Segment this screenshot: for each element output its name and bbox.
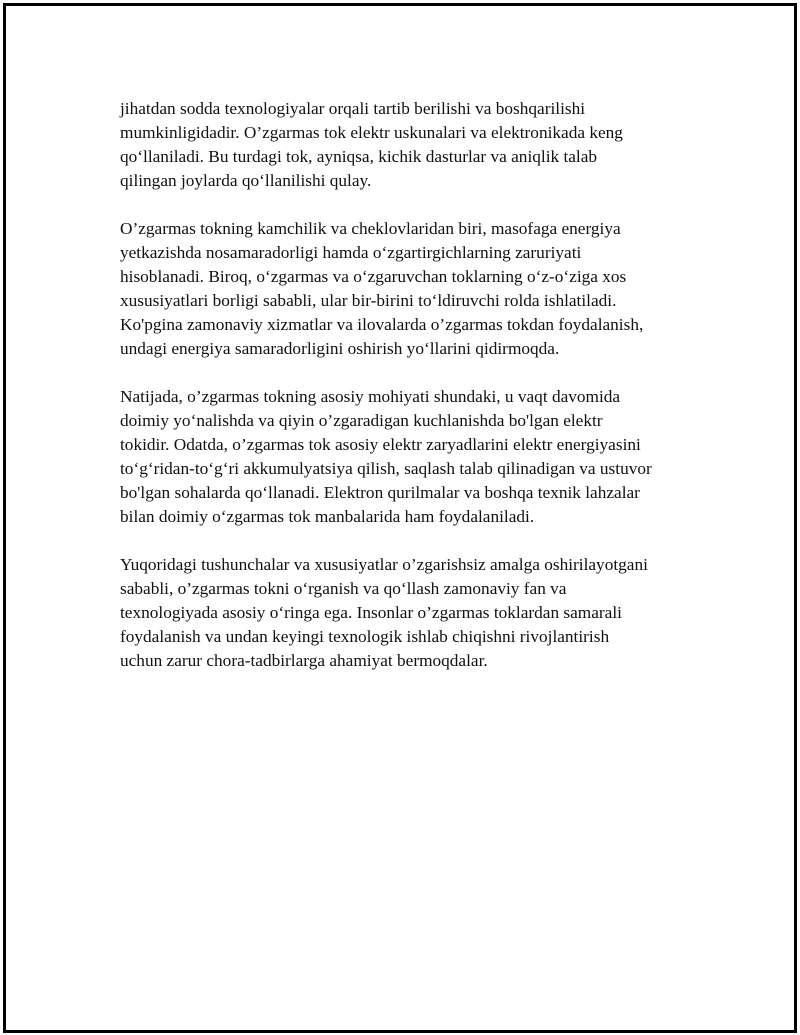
text-line: qo‘llaniladi. Bu turdagi tok, ayniqsa, kichik dasturlar va aniqlik talab [120, 147, 598, 166]
text-line: tokidir. Odatda, o’zgarmas tok asosiy elektr zaryadlarini elektr energiyasini [120, 435, 641, 454]
page-frame [3, 3, 797, 1033]
text-line: yetkazishda nosamaradorligi hamda o‘zgartirgichlarning zaruriyati [120, 243, 582, 262]
text-line: doimiy yo‘nalishda va qiyin o’zgaradigan kuchlanishda bo'lgan elektr [120, 411, 603, 430]
text-line: to‘g‘ridan-to‘g‘ri akkumulyatsiya qilish, saqlash talab qilinadigan va ustuvor [120, 459, 652, 478]
document-body [120, 97, 700, 697]
text-line: texnologiyada asosiy o‘ringa ega. Insonlar o’zgarmas toklardan samarali [120, 603, 622, 622]
paragraph-1 [120, 97, 700, 193]
text-line: sababli, o’zgarmas tokni o‘rganish va qo‘llash zamonaviy fan va [120, 579, 567, 598]
paragraph-3 [120, 385, 700, 529]
text-line: bo'lgan sohalarda qo‘llanadi. Elektron qurilmalar va boshqa texnik lahzalar [120, 483, 640, 502]
text-line: undagi energiya samaradorligini oshirish yo‘llarini qidirmoqda. [120, 339, 560, 358]
text-line: O’zgarmas tokning kamchilik va cheklovlaridan biri, masofaga energiya [120, 219, 621, 238]
text-line: uchun zarur chora-tadbirlarga ahamiyat bermoqdalar. [120, 651, 488, 670]
text-line: Natijada, o’zgarmas tokning asosiy mohiyati shundaki, u vaqt davomida [120, 387, 621, 406]
paragraph-2 [120, 217, 700, 361]
text-line: qilingan joylarda qo‘llanilishi qulay. [120, 171, 372, 190]
text-line: Ko'pgina zamonaviy xizmatlar va ilovalarda o’zgarmas tokdan foydalanish, [120, 315, 644, 334]
text-line: jihatdan sodda texnologiyalar orqali tartib berilishi va boshqarilishi [120, 99, 586, 118]
text-line: mumkinligidadir. O’zgarmas tok elektr uskunalari va elektronikada keng [120, 123, 623, 142]
text-line: bilan doimiy o‘zgarmas tok manbalarida ham foydalaniladi. [120, 507, 535, 526]
text-line: xususiyatlari borligi sababli, ular bir-birini to‘ldiruvchi rolda ishlatiladi. [120, 291, 617, 310]
text-line: hisoblanadi. Biroq, o‘zgarmas va o‘zgaruvchan toklarning o‘z-o‘ziga xos [120, 267, 627, 286]
paragraph-4 [120, 553, 700, 673]
text-line: Yuqoridagi tushunchalar va xususiyatlar o’zgarishsiz amalga oshirilayotgani [120, 555, 648, 574]
text-line: foydalanish va undan keyingi texnologik ishlab chiqishni rivojlantirish [120, 627, 610, 646]
